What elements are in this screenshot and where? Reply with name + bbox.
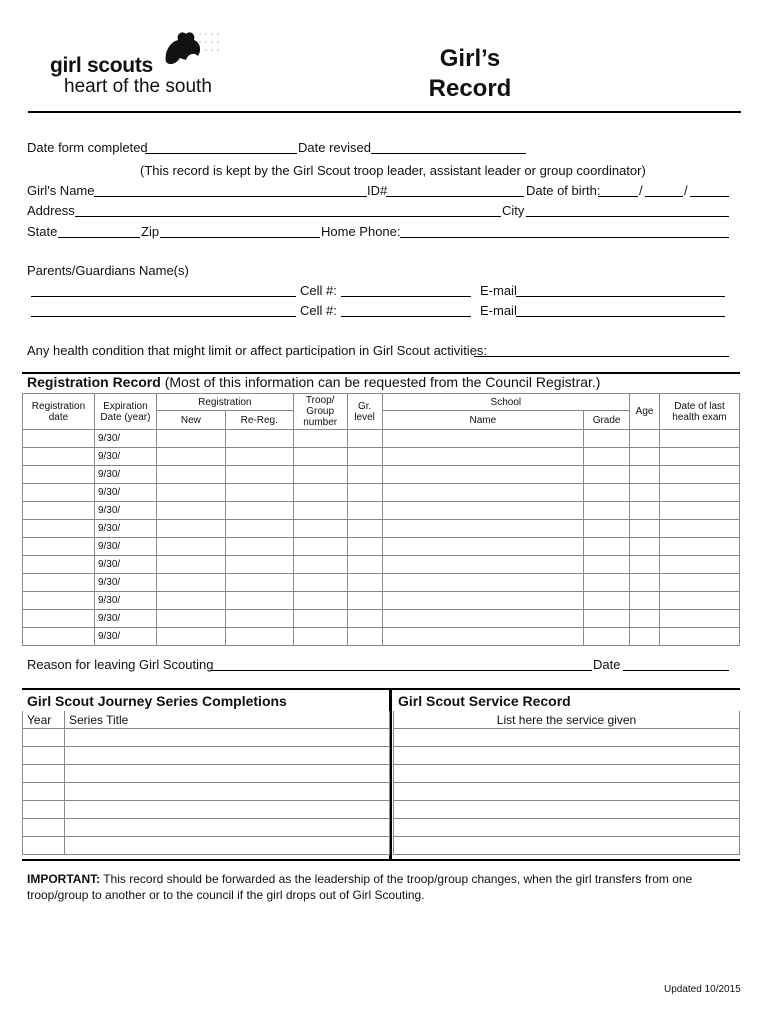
registration-cell[interactable] [584,592,630,610]
registration-cell[interactable] [584,520,630,538]
parent-1-name-field[interactable] [31,296,296,297]
registration-cell[interactable] [225,538,293,556]
registration-cell[interactable] [660,466,740,484]
registration-row [23,520,740,538]
id-field[interactable] [386,196,524,197]
registration-row [23,448,740,466]
journey-row [23,783,390,801]
registration-cell[interactable] [347,430,382,448]
header-health-exam: Date of last health exam [660,394,740,430]
registration-cell[interactable] [660,430,740,448]
expiration-cell[interactable]: 9/30/ [94,538,156,556]
updated-date: Updated 10/2015 [664,984,741,995]
registration-cell[interactable] [630,574,660,592]
journey-row [23,729,390,747]
parent-2-email-field[interactable] [516,316,725,317]
journey-series-cell[interactable] [65,819,390,837]
title-line-2: Record [428,75,512,102]
zip-field[interactable] [160,237,320,238]
service-cell[interactable] [394,837,740,855]
registration-cell[interactable] [630,448,660,466]
registration-cell[interactable] [584,466,630,484]
health-field[interactable] [474,356,729,357]
registration-cell[interactable] [660,610,740,628]
registration-row [23,592,740,610]
registration-cell[interactable] [23,430,95,448]
registration-cell[interactable] [293,430,347,448]
dob-day-field[interactable] [645,196,683,197]
girls-name-label: Girl's Name [27,183,95,198]
registration-cell[interactable] [584,556,630,574]
header-expiration-date: Expiration Date (year) [94,394,156,430]
registration-cell[interactable] [225,610,293,628]
registration-cell[interactable] [156,484,225,502]
city-field[interactable] [526,216,729,217]
journey-year-cell[interactable] [23,819,65,837]
journey-year-cell[interactable] [23,747,65,765]
registration-cell[interactable] [293,520,347,538]
registration-cell[interactable] [584,502,630,520]
registration-cell[interactable] [347,538,382,556]
reason-leaving-field[interactable] [210,670,592,671]
registration-cell[interactable] [225,556,293,574]
important-text: This record should be forwarded as the leadership of the troop/group changes, when the girl transfers from one troop/group to another or to the council if the girl drops out of Girl Scouting. [27,872,693,902]
journey-year-cell[interactable] [23,801,65,819]
section-rule [22,688,740,690]
registration-heading [27,374,600,390]
service-table [393,711,740,855]
record-note: (This record is kept by the Girl Scout troop leader, assistant leader or group coordinator) [140,163,646,178]
registration-cell[interactable] [660,484,740,502]
registration-row [23,466,740,484]
registration-cell[interactable] [293,574,347,592]
registration-cell[interactable] [293,466,347,484]
date-revised-field[interactable] [371,153,526,154]
registration-cell[interactable] [660,448,740,466]
journey-series-cell[interactable] [65,783,390,801]
journey-row [23,747,390,765]
registration-row [23,538,740,556]
registration-row [23,430,740,448]
journey-year-cell[interactable] [23,783,65,801]
page-title [400,44,540,104]
registration-cell[interactable] [23,628,95,646]
journey-series-cell[interactable] [65,837,390,855]
registration-cell[interactable] [382,610,584,628]
registration-cell[interactable] [293,538,347,556]
date-form-completed-field[interactable] [145,153,297,154]
expiration-cell[interactable]: 9/30/ [94,592,156,610]
registration-row [23,556,740,574]
registration-cell[interactable] [225,502,293,520]
registration-cell[interactable] [660,520,740,538]
registration-cell[interactable] [584,538,630,556]
expiration-cell[interactable]: 9/30/ [94,520,156,538]
registration-cell[interactable] [347,610,382,628]
expiration-cell[interactable]: 9/30/ [94,484,156,502]
journey-row [23,819,390,837]
registration-subtitle: (Most of this information can be requested from the Council Registrar.) [164,374,601,390]
expiration-cell[interactable]: 9/30/ [94,574,156,592]
registration-cell[interactable] [630,592,660,610]
registration-cell[interactable] [225,520,293,538]
journey-series-cell[interactable] [65,747,390,765]
registration-cell[interactable] [156,502,225,520]
registration-cell[interactable] [293,484,347,502]
title-line-1: Girl’s [439,45,501,72]
header-new: New [156,411,225,430]
address-field[interactable] [75,216,501,217]
registration-cell[interactable] [630,610,660,628]
date-form-completed-label: Date form completed [27,140,148,155]
parent-2-name-field[interactable] [31,316,296,317]
zip-label: Zip [141,224,160,239]
service-cell[interactable] [394,729,740,747]
service-row [394,765,740,783]
parents-label: Parents/Guardians Name(s) [27,263,189,278]
registration-cell[interactable] [347,448,382,466]
dob-year-field[interactable] [690,196,729,197]
registration-cell[interactable] [584,610,630,628]
registration-cell[interactable] [156,610,225,628]
registration-row [23,628,740,646]
home-phone-field[interactable] [400,237,729,238]
registration-cell[interactable] [382,484,584,502]
registration-cell[interactable] [584,574,630,592]
registration-cell[interactable] [584,628,630,646]
journey-year-cell[interactable] [23,765,65,783]
logo-text-primary: girl scouts [50,54,153,77]
service-row [394,837,740,855]
address-label: Address [27,203,75,218]
journey-series-cell[interactable] [65,801,390,819]
registration-cell[interactable] [156,466,225,484]
registration-cell[interactable] [630,628,660,646]
city-label: City [502,203,525,218]
registration-cell[interactable] [293,610,347,628]
journey-row [23,765,390,783]
registration-cell[interactable] [23,484,95,502]
dob-month-field[interactable] [598,196,638,197]
service-cell[interactable] [394,801,740,819]
state-field[interactable] [58,237,140,238]
registration-cell[interactable] [382,592,584,610]
registration-cell[interactable] [225,430,293,448]
registration-cell[interactable] [584,484,630,502]
registration-cell[interactable] [293,628,347,646]
header-rereg: Re-Reg. [225,411,293,430]
registration-cell[interactable] [23,520,95,538]
registration-cell[interactable] [347,484,382,502]
email-label: E-mail [480,283,517,298]
health-label: Any health condition that might limit or affect participation in Girl Scout activities: [27,343,488,358]
expiration-cell[interactable]: 9/30/ [94,610,156,628]
registration-cell[interactable] [584,448,630,466]
registration-cell[interactable] [225,574,293,592]
expiration-cell[interactable]: 9/30/ [94,556,156,574]
header-school: School [382,394,629,411]
registration-cell[interactable] [382,466,584,484]
dob-label: Date of birth: [526,183,601,198]
registration-row [23,484,740,502]
registration-cell[interactable] [382,430,584,448]
registration-table [22,393,740,646]
registration-row [23,610,740,628]
section-rule [22,859,740,861]
registration-cell[interactable] [660,502,740,520]
service-cell[interactable] [394,819,740,837]
registration-row [23,574,740,592]
dob-separator: / [684,183,688,198]
registration-cell[interactable] [660,628,740,646]
service-row [394,747,740,765]
parent-1-cell-field[interactable] [341,296,471,297]
journey-year-cell[interactable] [23,837,65,855]
registration-cell[interactable] [382,574,584,592]
registration-cell[interactable] [293,556,347,574]
registration-cell[interactable] [630,484,660,502]
service-cell[interactable] [394,765,740,783]
registration-cell[interactable] [382,628,584,646]
service-cell[interactable] [394,747,740,765]
journey-year-cell[interactable] [23,729,65,747]
header-registration: Registration [156,394,293,411]
home-phone-label: Home Phone: [321,224,401,239]
email-label: E-mail [480,303,517,318]
registration-cell[interactable] [382,520,584,538]
registration-cell[interactable] [630,430,660,448]
expiration-cell[interactable]: 9/30/ [94,430,156,448]
journey-row [23,801,390,819]
journey-title: Girl Scout Journey Series Completions [27,693,287,709]
registration-cell[interactable] [156,430,225,448]
registration-cell[interactable] [293,592,347,610]
cell-label: Cell #: [300,283,337,298]
leaving-date-field[interactable] [623,670,729,671]
registration-cell[interactable] [660,574,740,592]
registration-row [23,502,740,520]
registration-cell[interactable] [382,502,584,520]
expiration-cell[interactable]: 9/30/ [94,466,156,484]
registration-cell[interactable] [630,502,660,520]
service-row [394,819,740,837]
journey-series-cell[interactable] [65,729,390,747]
registration-cell[interactable] [23,574,95,592]
registration-cell[interactable] [23,448,95,466]
registration-cell[interactable] [630,520,660,538]
id-label: ID# [367,183,388,198]
registration-cell[interactable] [225,592,293,610]
parent-1-email-field[interactable] [516,296,725,297]
header-age: Age [630,394,660,430]
registration-cell[interactable] [584,430,630,448]
registration-cell[interactable] [630,556,660,574]
registration-cell[interactable] [156,574,225,592]
registration-cell[interactable] [347,520,382,538]
registration-cell[interactable] [225,484,293,502]
registration-cell[interactable] [156,538,225,556]
reason-leaving-label: Reason for leaving Girl Scouting [27,657,214,672]
registration-cell[interactable] [293,502,347,520]
registration-cell[interactable] [23,466,95,484]
service-row [394,729,740,747]
registration-cell[interactable] [347,574,382,592]
expiration-cell[interactable]: 9/30/ [94,448,156,466]
date-revised-label: Date revised [298,140,371,155]
state-label: State [27,224,58,239]
parent-2-cell-field[interactable] [341,316,471,317]
service-cell[interactable] [394,783,740,801]
header-school-name: Name [382,411,584,430]
header-rule [28,111,741,113]
registration-cell[interactable] [630,466,660,484]
registration-cell[interactable] [156,628,225,646]
header-series-title: Series Title [65,711,390,729]
journey-row [23,837,390,855]
registration-cell[interactable] [382,556,584,574]
registration-cell[interactable] [23,592,95,610]
logo-text-secondary: heart of the south [64,76,212,97]
registration-cell[interactable] [23,610,95,628]
journey-table [22,711,390,855]
registration-cell[interactable] [347,556,382,574]
registration-cell[interactable] [347,592,382,610]
registration-cell[interactable] [156,592,225,610]
registration-cell[interactable] [660,556,740,574]
registration-cell[interactable] [630,538,660,556]
registration-cell[interactable] [347,628,382,646]
registration-title: Registration Record [27,374,161,390]
service-row [394,783,740,801]
header-grade-level: Gr. level [347,394,382,430]
journey-series-cell[interactable] [65,765,390,783]
registration-cell[interactable] [156,520,225,538]
important-note [27,871,737,903]
registration-cell[interactable] [382,538,584,556]
logo [50,28,230,98]
service-row [394,801,740,819]
registration-cell[interactable] [660,538,740,556]
registration-cell[interactable] [156,556,225,574]
header-school-grade: Grade [584,411,630,430]
header-troop-number: Troop/ Group number [293,394,347,430]
registration-cell[interactable] [225,448,293,466]
registration-cell[interactable] [23,502,95,520]
registration-cell[interactable] [293,448,347,466]
leaving-date-label: Date [593,657,621,672]
expiration-cell[interactable]: 9/30/ [94,628,156,646]
expiration-cell[interactable]: 9/30/ [94,502,156,520]
registration-cell[interactable] [156,448,225,466]
registration-cell[interactable] [225,628,293,646]
registration-cell[interactable] [347,502,382,520]
registration-cell[interactable] [225,466,293,484]
registration-cell[interactable] [660,592,740,610]
cell-label: Cell #: [300,303,337,318]
service-title: Girl Scout Service Record [398,693,571,709]
registration-cell[interactable] [382,448,584,466]
dob-separator: / [639,183,643,198]
registration-cell[interactable] [23,556,95,574]
important-label: IMPORTANT: [27,872,101,886]
header-year: Year [23,711,65,729]
registration-cell[interactable] [347,466,382,484]
service-subtitle: List here the service given [394,711,740,729]
header-registration-date: Registration date [23,394,95,430]
girls-name-field[interactable] [94,196,367,197]
registration-cell[interactable] [23,538,95,556]
